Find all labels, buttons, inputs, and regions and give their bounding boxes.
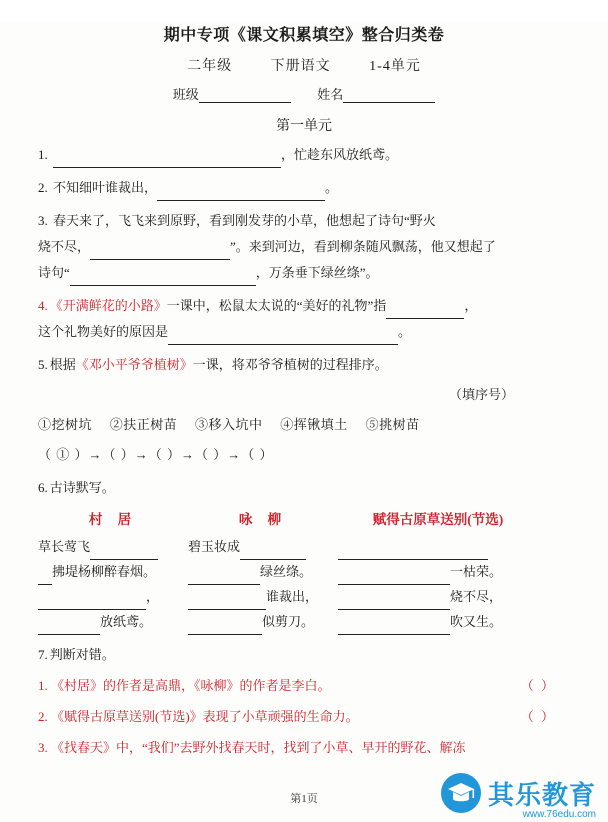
watermark [440,772,596,814]
poem-row-2 [38,560,566,585]
poem-r1-c1-text: 草长莺飞 [38,539,91,554]
question-7-text: 判断对错。 [49,647,115,662]
order-item-3: ③移入坑中 [195,417,263,432]
question-5-book-title: 《邓小平爷爷植树》 [75,357,193,372]
question-3-blank-1[interactable] [90,246,230,260]
tf-item-3-number: 3. [38,740,48,755]
question-3-line2 [38,234,566,260]
question-3-line2a: 烧不尽， [38,239,91,254]
order-item-1: ①挖树坑 [38,417,93,432]
question-6-text: 古诗默写。 [49,480,115,495]
tf-item-1-number: 1. [38,678,48,693]
poem-r2-c3-blank[interactable] [338,570,450,585]
poem-row-4 [38,610,566,635]
question-6-number: 6. [38,480,48,495]
question-6 [38,475,566,635]
tf-item-1-book: 《村居》 [51,678,104,693]
poem-title-1: 村 居 [88,512,138,527]
poem-r4-c1-text: 放纸鸢。 [100,614,153,629]
order-item-2: ②扶正树苗 [109,417,178,432]
document-body [0,142,608,761]
question-7 [38,642,566,761]
poem-r2-c2-text: 绿丝绦。 [260,564,313,579]
tf-item-2 [38,704,566,730]
unit-heading: 第一单元 [276,119,332,134]
document-page [0,22,608,822]
question-7-number: 7. [38,647,48,662]
question-4-line2 [38,319,566,345]
poem-r3-c2-blank[interactable] [188,595,266,610]
student-id-line [0,84,608,103]
poem-title-3: 赋得古原草送别(节选) [372,512,504,527]
question-5-note: （填序号） [448,387,514,402]
poem-table [38,507,566,635]
question-3-line2b: ”。来到河边，看到柳条随风飘荡，他又想起了 [230,239,496,254]
poem-r3-c1-blank[interactable] [38,595,146,610]
question-3-line1: 春天来了，飞飞来到原野，看到刚发芽的小草，他想起了诗句“野火 [53,213,436,228]
units-label: 1-4单元 [369,59,421,74]
question-1-text: ，忙趁东风放纸鸢。 [281,147,399,162]
question-1-number: 1. [38,147,48,162]
question-2-text: 不知细叶谁裁出， [53,180,158,195]
question-4-blank-1[interactable] [386,305,464,319]
tf-item-1-book2: 《咏柳》 [194,678,240,693]
poem-r2-c2-blank[interactable] [188,570,260,585]
question-4-line2b: 。 [398,324,412,339]
question-2-tail: 。 [325,180,339,195]
name-label: 姓名 [317,87,344,102]
order-item-4: ④挥锹填土 [280,417,348,432]
question-5-items [38,412,566,438]
poem-row-1 [38,535,566,560]
question-3-blank-2[interactable] [70,272,256,286]
poem-r3-c1-text: ， [146,589,160,604]
poem-title-2: 咏 柳 [238,512,288,527]
graduation-cap-icon [440,772,482,814]
question-4-line2a: 这个礼物美好的原因是 [38,324,169,339]
poem-r4-c2-blank[interactable] [188,620,262,635]
question-4-blank-2[interactable] [168,331,398,345]
poem-r2-c3-text: 一枯荣。 [450,564,503,579]
question-5-number: 5. [38,357,48,372]
question-4 [38,293,566,345]
question-2-blank[interactable] [157,187,325,201]
grade-label: 二年级 [187,59,233,74]
question-5-lead: 根据 [49,357,76,372]
poem-r1-c3-blank[interactable] [338,545,488,560]
tf-item-2-number: 2. [38,709,48,724]
question-4-number: 4. [38,298,48,313]
poem-titles-row [38,507,566,533]
question-1-blank[interactable] [53,154,281,168]
tf-item-3 [38,735,566,761]
question-3-number: 3. [38,213,48,228]
watermark-url: www.76edu.com [522,809,596,820]
name-blank[interactable] [343,89,435,103]
question-2 [38,175,566,201]
question-3-line3a: 诗句“ [38,265,70,280]
tf-item-1-mid: 的作者是高鼎， [103,678,195,693]
poem-r4-c2-text: 似剪刀。 [262,614,315,629]
question-5 [38,352,566,468]
subject-label: 下册语文 [270,59,331,74]
poem-r3-c3-blank[interactable] [338,595,450,610]
tf-item-3-mid: 中，“我们”去野外找春天时，找到了小草、早开的野花、解冻 [116,740,466,755]
page-title: 期中专项《课文积累填空》整合归类卷 [163,27,445,44]
poem-r2-c1-blank[interactable] [38,570,52,585]
poem-r1-c2-blank[interactable] [240,545,306,560]
question-3-line3 [38,260,566,286]
question-5-answer-row[interactable]: （ ① ）→（ ）→（ ）→（ ）→（ ） [38,447,274,462]
class-label: 班级 [172,87,199,102]
tf-item-1 [38,673,566,699]
poem-r3-c3-text: 烧不尽， [450,589,503,604]
tf-item-1-answer-paren[interactable]: （ ） [520,678,556,693]
watermark-text: 其乐教育 [487,779,596,810]
class-blank[interactable] [199,89,291,103]
poem-r4-c1-blank[interactable] [38,620,100,635]
question-1 [38,142,566,168]
question-4-line1: 一课中，松鼠太太说的“美好的礼物”指 [166,298,387,313]
poem-r3-c2-text: 谁裁出， [266,589,319,604]
question-5-tail: 一课，将邓爷爷植树的过程排序。 [192,357,388,372]
tf-item-2-mid: 表现了小草顽强的生命力。 [202,709,359,724]
question-4-comma: ， [464,298,478,313]
question-3-line3b: ，万条垂下绿丝绦”。 [255,265,379,280]
poem-r2-c1-text: 拂堤杨柳醉春烟。 [52,564,157,579]
poem-r4-c3-blank[interactable] [338,620,450,635]
question-3 [38,208,566,286]
order-item-5: ⑤挑树苗 [365,417,420,432]
header-subtitle [0,55,608,75]
true-false-list [38,673,566,761]
tf-item-2-book: 《赋得古原草送别(节选)》 [51,709,203,724]
page-number: 第1页 [290,793,318,805]
poem-row-3 [38,585,566,610]
tf-item-2-answer-paren[interactable]: （ ） [520,709,556,724]
question-4-book-title: 《开满鲜花的小路》 [49,298,167,313]
poem-r1-c1-blank[interactable] [90,545,158,560]
question-2-number: 2. [38,180,48,195]
tf-item-3-book: 《找春天》 [51,740,117,755]
tf-item-1-post: 的作者是李白。 [239,678,331,693]
poem-r1-c2-text: 碧玉妆成 [188,539,241,554]
poem-r4-c3-text: 吹又生。 [450,614,503,629]
